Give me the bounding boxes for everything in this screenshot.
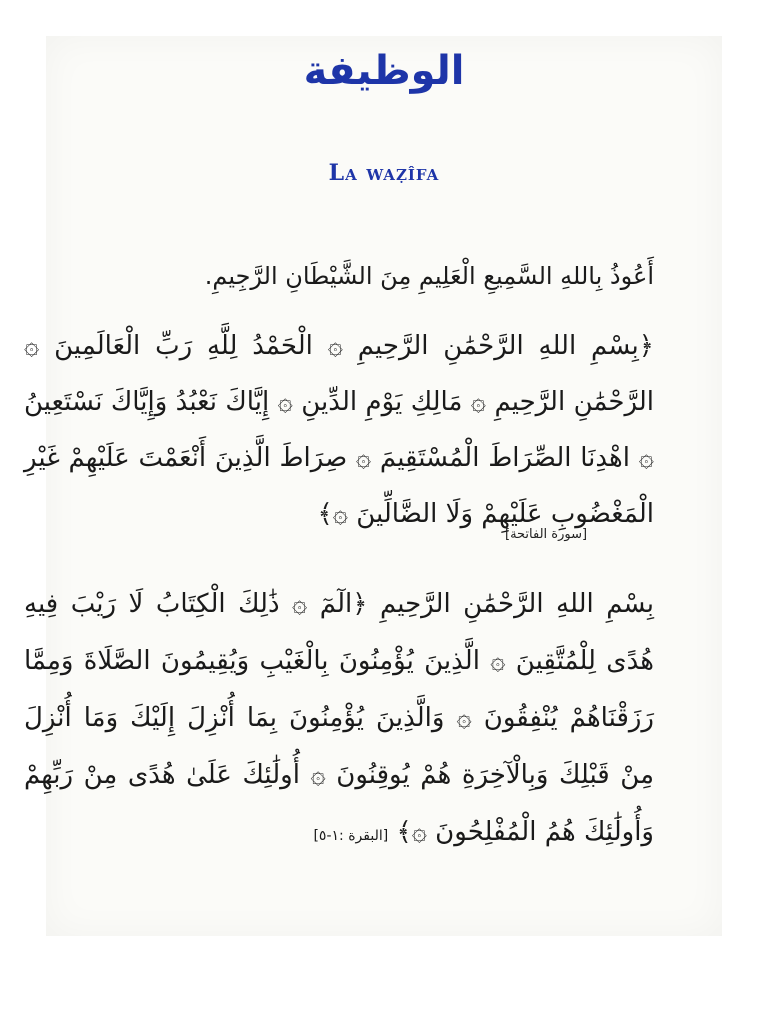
surah-baqara-reference: [البقرة :١-٥] [313,828,389,844]
surah-fatiha-text: ﴿بِسْمِ اللهِ الرَّحْمَٰنِ الرَّحِيمِ ۞ الْحَمْدُ لِلَّهِ رَبِّ الْعَالَمِينَ ۞ الرَّحْمَٰنِ الرَّحِيمِ ۞ مَالِكِ يَوْمِ الدِّينِ ۞ إِيَّاكَ نَعْبُدُ وَإِيَّاكَ نَسْتَعِينُ ۞ اهْدِنَا الصِّرَاطَ الْمُسْتَقِيمَ ۞ صِرَاطَ الَّذِينَ أَنْعَمْتَ عَلَيْهِمْ غَيْرِ الْمَغْضُوبِ عَلَيْهِمْ وَلَا الضَّالِّينَ ۞﴾ [24,331,654,529]
istiadha-verse: أَعُوذُ بِاللهِ السَّمِيعِ الْعَلِيمِ مِنَ الشَّيْطَانِ الرَّجِيمِ. [204,262,654,290]
page-title-arabic: الوظيفة [303,48,465,94]
surah-fatiha-reference: [سورة الفاتحة] [505,527,588,542]
surah-baqara-text [24,576,654,865]
page-title-latin: La waẓîfa [328,160,440,186]
surah-baqara-verses: بِسْمِ اللهِ الرَّحْمَٰنِ الرَّحِيمِ ﴿الٓمٓ ۞ ذَٰلِكَ الْكِتَابُ لَا رَيْبَ فِيهِ هُدًى لِلْمُتَّقِينَ ۞ الَّذِينَ يُؤْمِنُونَ بِالْغَيْبِ وَيُقِيمُونَ الصَّلَاةَ وَمِمَّا رَزَقْنَاهُمْ يُنْفِقُونَ ۞ وَالَّذِينَ يُؤْمِنُونَ بِمَا أُنْزِلَ إِلَيْكَ وَمَا أُنْزِلَ مِنْ قَبْلِكَ وَبِالْآخِرَةِ هُمْ يُوقِنُونَ ۞ أُولَٰئِكَ عَلَىٰ هُدًى مِنْ رَبِّهِمْ وَأُولَٰئِكَ هُمُ الْمُفْلِحُونَ ۞﴾ [24,589,654,847]
